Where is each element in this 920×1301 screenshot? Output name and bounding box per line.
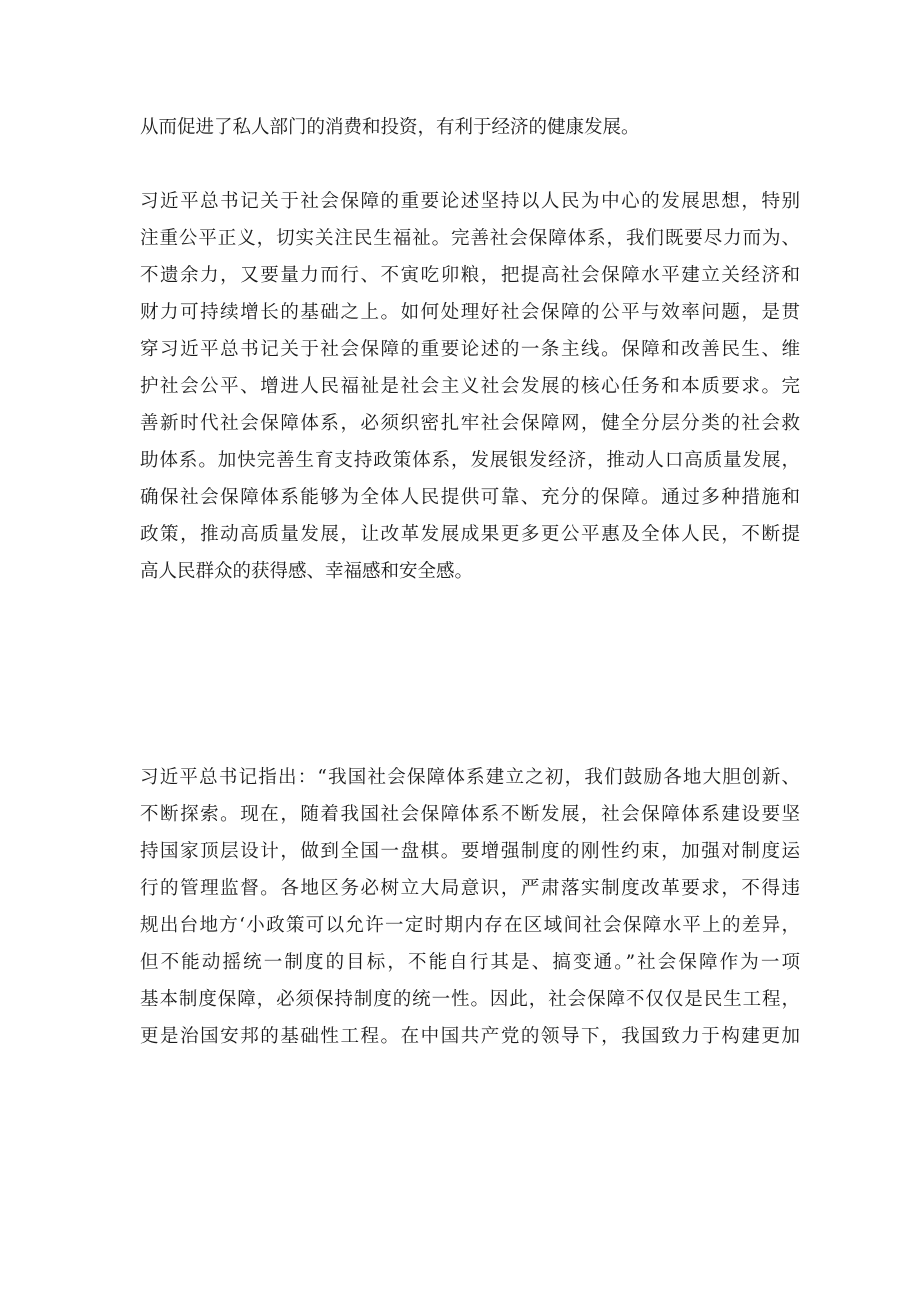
paragraph-3-line-3: 持国家顶层设计，做到全国一盘棋。要增强制度的刚性约束，加强对制度运 <box>140 841 800 862</box>
paragraph-2-line-2: 注重公平正义，切实关注民生福祉。完善社会保障体系，我们既要尽力而为、 <box>140 228 800 249</box>
paragraph-3-line-8: 更是治国安邦的基础性工程。在中国共产党的领导下，我国致力于构建更加 <box>140 1026 800 1047</box>
paragraph-2-line-5: 穿习近平总书记关于社会保障的重要论述的一条主线。保障和改善民生、维 <box>140 339 800 360</box>
paragraph-2-line-1: 习近平总书记关于社会保障的重要论述坚持以人民为中心的发展思想，特别 <box>140 191 800 212</box>
paragraph-3-line-7: 基本制度保障，必须保持制度的统一性。因此，社会保障不仅仅是民生工程， <box>140 989 800 1010</box>
paragraph-2-line-6: 护社会公平、增进人民福祉是社会主义社会发展的核心任务和本质要求。完 <box>140 376 800 397</box>
paragraph-2-line-11: 高人民群众的获得感、幸福感和安全感。 <box>140 561 474 582</box>
paragraph-2-line-4: 财力可持续增长的基础之上。如何处理好社会保障的公平与效率问题，是贯 <box>140 302 800 323</box>
paragraph-2-line-9: 确保社会保障体系能够为全体人民提供可靠、充分的保障。通过多种措施和 <box>140 487 800 508</box>
paragraph-3-line-6: 但不能动摇统一制度的目标，不能自行其是、搞变通。”社会保障作为一项 <box>140 952 800 973</box>
paragraph-1-line-1: 从而促进了私人部门的消费和投资，有利于经济的健康发展。 <box>140 117 640 138</box>
paragraph-3-line-1: 习近平总书记指出：“我国社会保障体系建立之初，我们鼓励各地大胆创新、 <box>140 767 800 788</box>
paragraph-2-line-7: 善新时代社会保障体系，必须织密扎牢社会保障网，健全分层分类的社会救 <box>140 413 800 434</box>
paragraph-2-line-8: 助体系。加快完善生育支持政策体系，发展银发经济，推动人口高质量发展， <box>140 450 800 471</box>
paragraph-3-line-2: 不断探索。现在，随着我国社会保障体系不断发展，社会保障体系建设要坚 <box>140 804 800 825</box>
paragraph-3-line-5: 规出台地方‘小政策可以允许一定时期内存在区域间社会保障水平上的差异， <box>140 915 800 936</box>
paragraph-2-line-3: 不遗余力，又要量力而行、不寅吃卯粮，把提高社会保障水平建立关经济和 <box>140 265 800 286</box>
paragraph-2-line-10: 政策，推动高质量发展，让改革发展成果更多更公平惠及全体人民，不断提 <box>140 524 800 545</box>
paragraph-3-line-4: 行的管理监督。各地区务必树立大局意识，严肃落实制度改革要求，不得违 <box>140 878 800 899</box>
